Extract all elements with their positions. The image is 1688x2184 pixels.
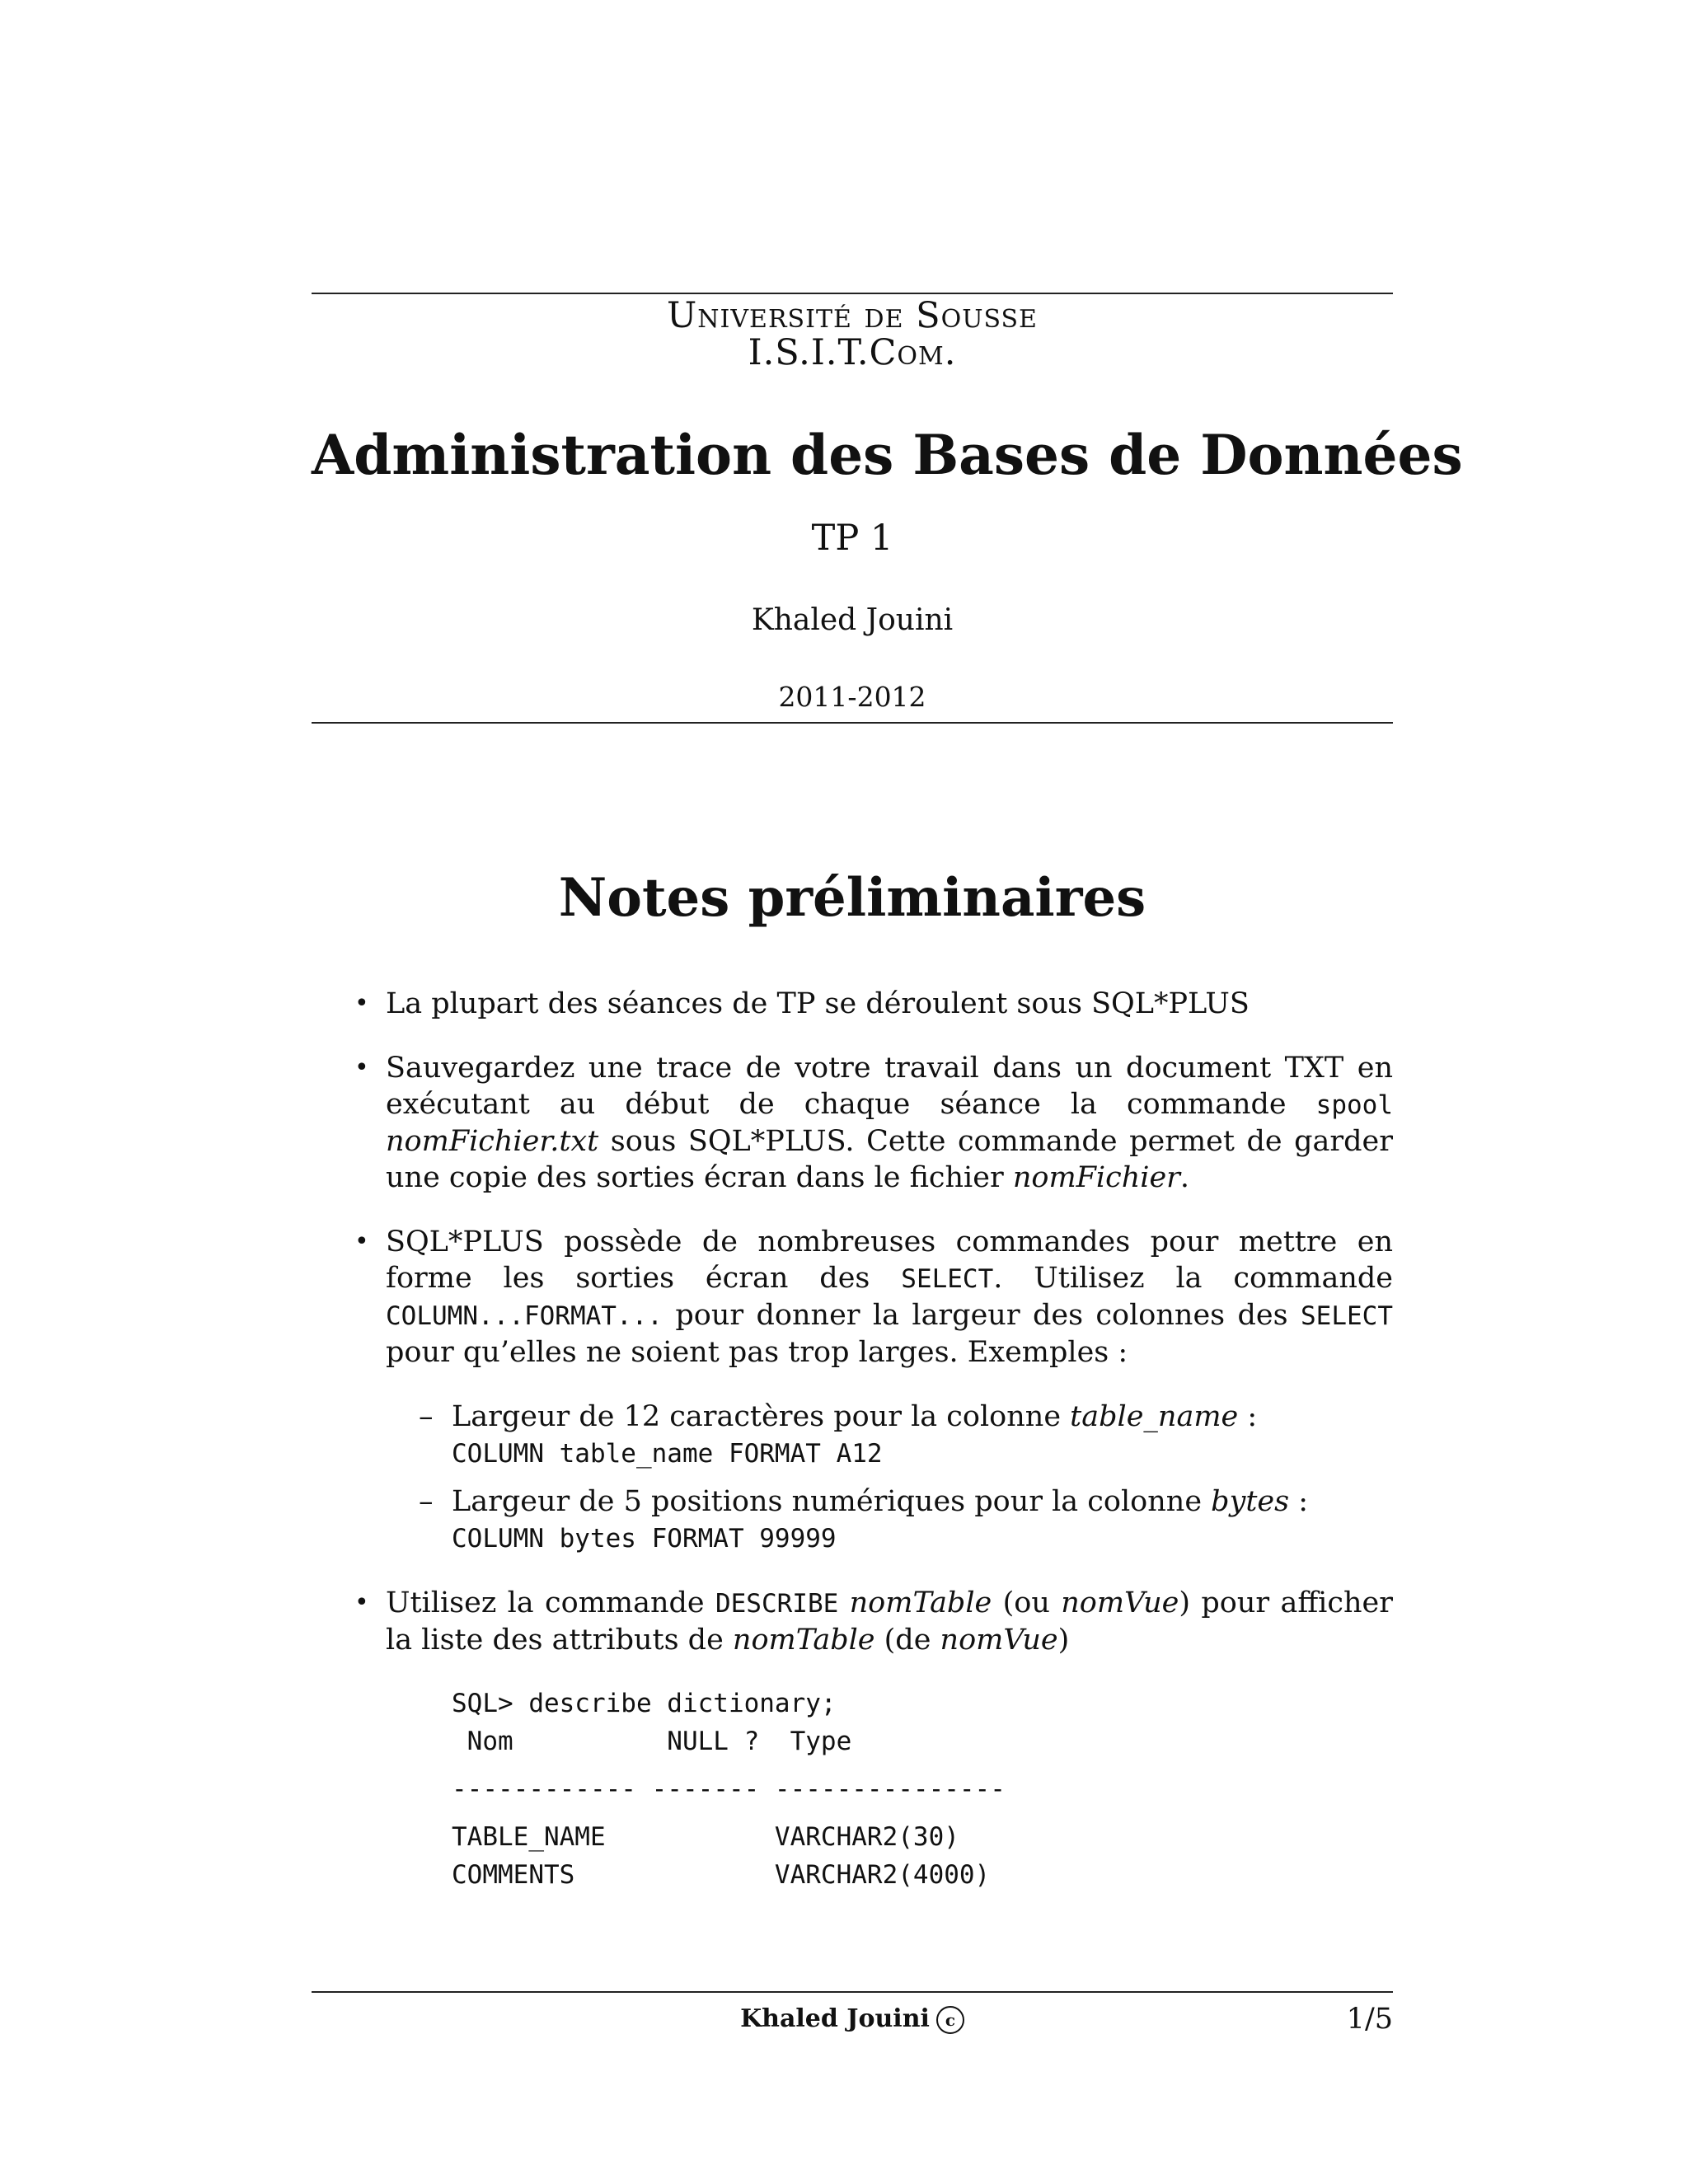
list-item: • Sauvegardez une trace de votre travail dans un document TXT en exécutant au début de chaque séance la commande spool nomFichier.txt sous SQL*PLUS. Cette commande permet de garder une copie des sorties écran dans le fichier nomFichier. [354, 1052, 1393, 1194]
column-name: table_name [1070, 1400, 1239, 1433]
list-item: • La plupart des séances de TP se déroulent sous SQL*PLUS [354, 987, 1250, 1020]
example-code: COLUMN table_name FORMAT A12 [452, 1439, 883, 1469]
inline-code: SELECT [901, 1264, 994, 1294]
dash-icon: – [419, 1400, 434, 1433]
header-top-rule [312, 293, 1393, 294]
page-number: 1/5 [1346, 2003, 1393, 2036]
example-code: COLUMN bytes FORMAT 99999 [452, 1524, 837, 1554]
content-body [312, 986, 1393, 1922]
table-name: nomTable [732, 1624, 875, 1657]
table-name: nomTable [849, 1586, 992, 1619]
bullet-icon: • [354, 1227, 369, 1256]
copyright-icon: c [936, 2006, 964, 2034]
file-name: nomFichier [1012, 1161, 1180, 1194]
list-item: – Largeur de 5 positions numériques pour la colonne bytes : COLUMN bytes FORMAT 99999 [419, 1485, 1309, 1554]
institute-name: I.S.I.T.Com. [748, 332, 957, 373]
header-bottom-rule [312, 722, 1393, 724]
list-item: • Utilisez la commande DESCRIBE nomTable (ou nomVue) pour afficher la liste des attributs de nomTable (de nomVue) SQL> describe dictionary; Nom NULL ? Type ------------ ------- --------------- TABLE_NAME VARCHAR2(30) COMMENTS VARCHAR2(4000) [312, 1585, 1393, 1894]
bullet-icon: • [354, 989, 369, 1018]
dash-icon: – [419, 1485, 434, 1518]
code-line: SQL> describe dictionary; [452, 1689, 837, 1718]
section-title: Notes préliminaires [558, 867, 1146, 929]
inline-code: spool [1315, 1090, 1393, 1120]
list-item: – Largeur de 12 caractères pour la colonne table_name : COLUMN table_name FORMAT A12 [419, 1400, 1258, 1469]
inline-code: COLUMN...FORMAT... [386, 1301, 663, 1331]
code-line: ------------ ------- --------------- [452, 1774, 1006, 1804]
code-line: Nom NULL ? Type [452, 1727, 852, 1756]
column-name: bytes [1211, 1485, 1290, 1518]
example-list [386, 1399, 1393, 1557]
list-item: • SQL*PLUS possède de nombreuses commandes pour mettre en forme les sorties écran des SELECT. Utilisez la commande COLUMN...FORMAT... pour donner la largeur des colonnes des SELECT pour qu’elles ne soient pas trop larges. Exemples : – Largeur de 12 caractères pour la colonne table_name : COLUMN table_name FORMAT A12 – Largeur de 5 positions numériques pour la colonne bytes : COLUMN bytes FORMAT 99999 [312, 1224, 1393, 1557]
university-name: Université de Sousse [667, 295, 1038, 336]
view-name: nomVue [1061, 1586, 1179, 1619]
code-line: COMMENTS VARCHAR2(4000) [452, 1860, 991, 1890]
course-title: Administration des Bases de Données [312, 423, 1463, 487]
describe-output [452, 1685, 1393, 1894]
author-name: Khaled Jouini [751, 603, 954, 637]
inline-code: DESCRIBE [715, 1589, 839, 1619]
bullet-list [312, 986, 1393, 1894]
academic-year: 2011-2012 [778, 681, 926, 713]
code-line: TABLE_NAME VARCHAR2(30) [452, 1822, 959, 1852]
inline-code: SELECT [1301, 1301, 1393, 1331]
view-name: nomVue [940, 1624, 1058, 1657]
footer-rule [312, 1991, 1393, 1993]
bullet-icon: • [354, 1588, 369, 1617]
footer-author: Khaled Jouini c [312, 2004, 1393, 2034]
file-name: nomFichier.txt [386, 1125, 599, 1158]
bullet-icon: • [354, 1053, 369, 1082]
tp-label: TP 1 [811, 518, 893, 559]
